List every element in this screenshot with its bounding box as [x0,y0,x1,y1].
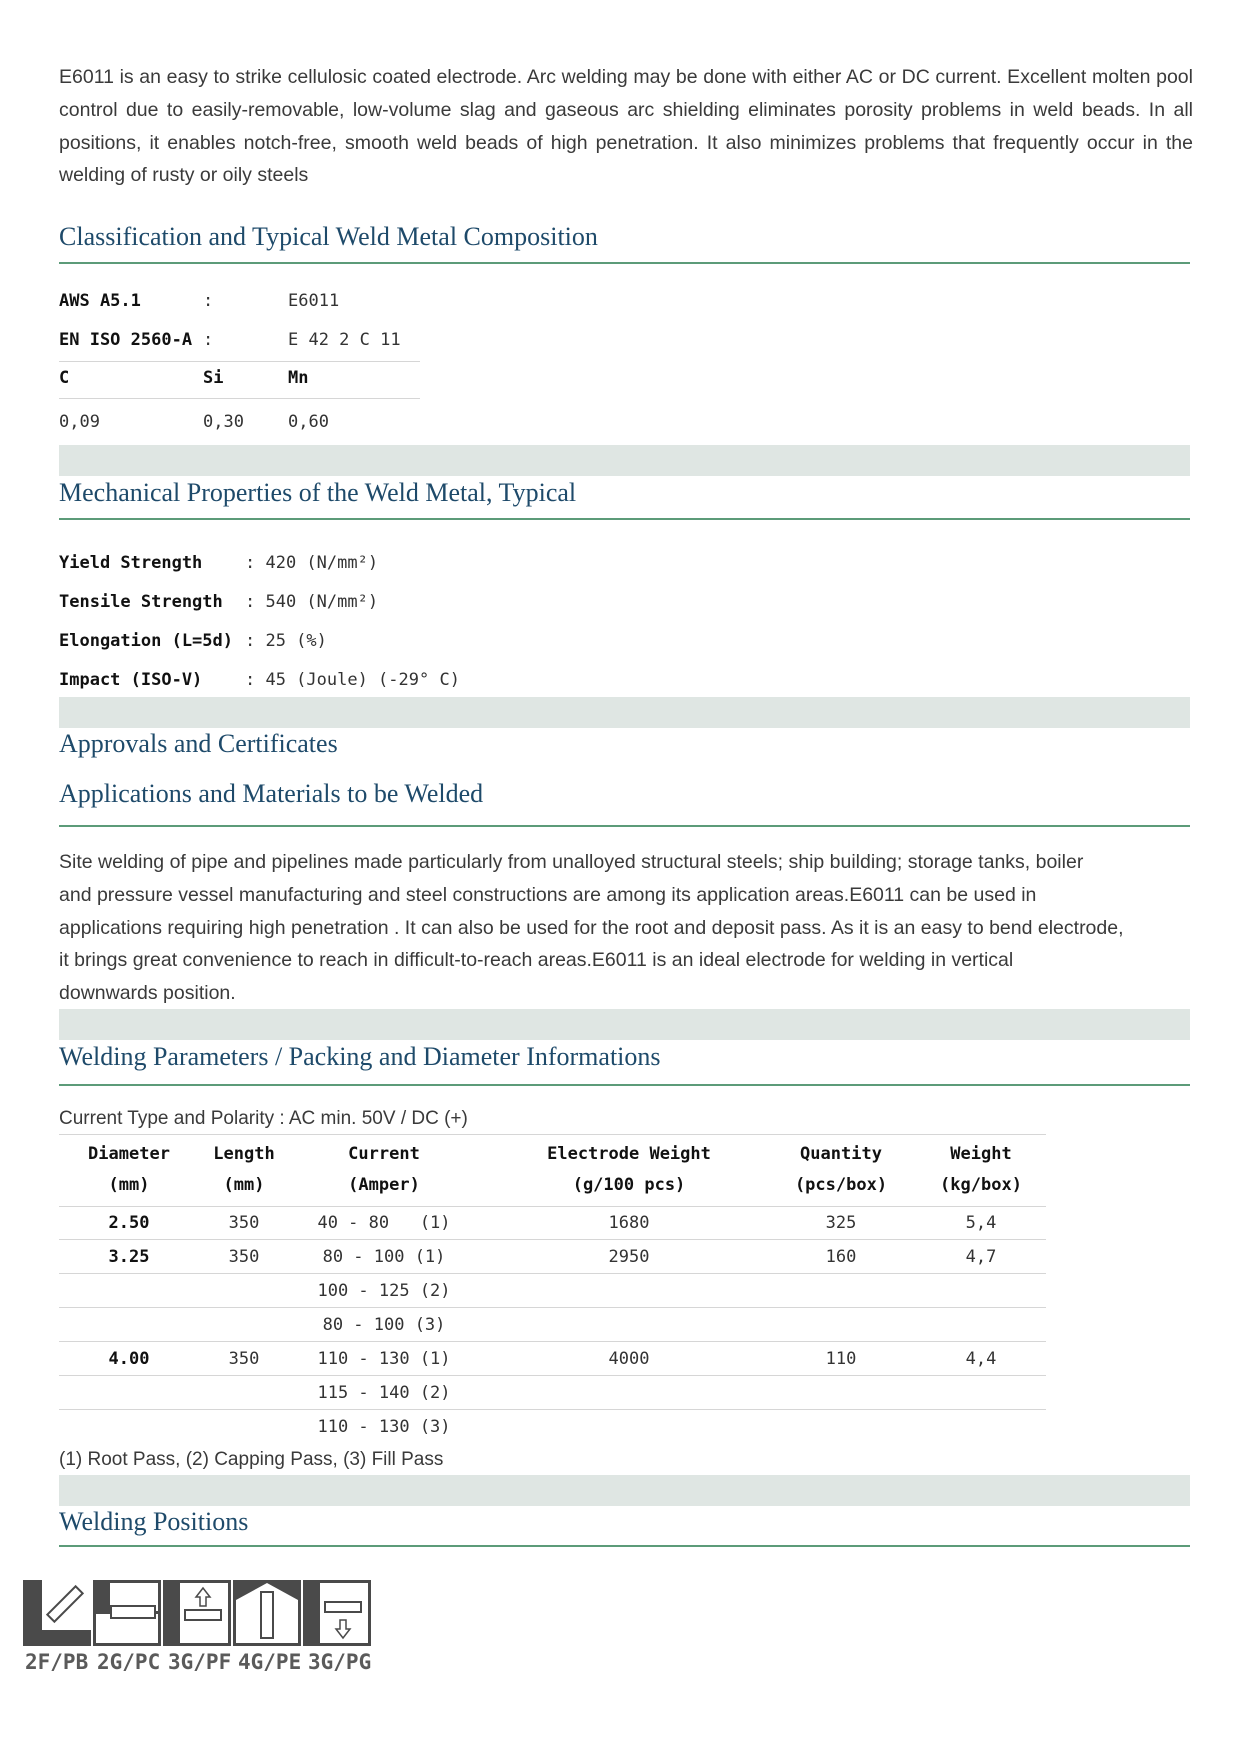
section-divider [59,825,1190,827]
cell-quantity: 160 [825,1247,857,1267]
applications-line: downwards position. [59,982,236,1005]
property-value: : 420 (N/mm²) [245,553,379,573]
vertical-down-weld-icon [303,1580,371,1646]
table-row [59,1376,1046,1410]
col-electrode-weight-header: Electrode Weight [547,1144,711,1164]
cell-length: 350 [228,1247,260,1267]
classification-separator: : [203,330,214,350]
cell-electrode-weight: 1680 [608,1213,650,1233]
parameters-heading: Welding Parameters / Packing and Diameter Informations [59,1042,661,1071]
section-divider [59,518,1190,520]
cell-electrode-weight: 2950 [608,1247,650,1267]
composition-value: 0,60 [288,412,329,432]
section-band [59,697,1190,728]
position-label: 3G/PG [308,1650,372,1674]
cell-length: 350 [228,1213,260,1233]
applications-line: it brings great convenience to reach in difficult-to-reach areas.E6011 is an ideal electrode for welding in vertical [59,949,1014,972]
composition-header: C [59,368,70,388]
table-divider [59,398,420,399]
section-divider [59,1545,1190,1547]
cell-current: 110 - 130 (3) [317,1417,451,1437]
classification-separator: : [203,291,214,311]
table-row [59,1240,1046,1274]
overhead-weld-icon [233,1580,301,1646]
property-label: Yield Strength [59,553,203,573]
property-value: : 45 (Joule) (-29° C) [245,670,460,690]
footnote-text: (1) Root Pass, (2) Capping Pass, (3) Fill Pass [59,1449,444,1470]
composition-header: Si [203,368,224,388]
composition-header: Mn [288,368,309,388]
mechanical-heading: Mechanical Properties of the Weld Metal, Typical [59,478,577,507]
cell-diameter: 4.00 [108,1349,150,1369]
cell-current: 80 - 100 (3) [322,1315,446,1335]
applications-heading: Applications and Materials to be Welded [59,779,484,808]
position-label: 3G/PF [168,1650,232,1674]
col-electrode-weight-unit: (g/100 pcs) [572,1175,686,1195]
section-divider [59,262,1190,264]
property-label: Impact (ISO-V) [59,670,203,690]
approvals-heading: Approvals and Certificates [59,729,338,758]
col-current-header: Current [348,1144,420,1164]
col-current-unit: (Amper) [348,1175,420,1195]
table-divider [59,361,420,362]
table-row [59,1274,1046,1308]
classification-heading: Classification and Typical Weld Metal Composition [59,222,598,251]
section-band [59,445,1190,476]
section-band [59,1009,1190,1040]
classification-label: AWS A5.1 [59,291,141,311]
cell-weight: 5,4 [965,1213,997,1233]
cell-current: 100 - 125 (2) [317,1281,451,1301]
applications-line: applications requiring high penetration . It can also be used for the root and deposit pass. As it is an easy to bend electrode, [59,916,1124,939]
col-length-unit: (mm) [223,1175,265,1195]
col-weight-unit: (kg/box) [940,1175,1022,1195]
section-divider [59,1084,1190,1086]
table-divider [59,1134,1046,1135]
positions-heading: Welding Positions [59,1507,249,1536]
vertical-up-weld-icon [163,1580,231,1646]
classification-label: EN ISO 2560-A [59,330,193,350]
table-row [59,1206,1046,1240]
property-label: Elongation (L=5d) [59,631,233,651]
current-type-text: Current Type and Polarity : AC min. 50V / DC (+) [59,1108,468,1129]
applications-paragraph [59,846,1193,1010]
col-length-header: Length [213,1144,275,1164]
cell-length: 350 [228,1349,260,1369]
cell-current: 40 - 80 (1) [317,1213,451,1233]
col-diameter-header: Diameter [88,1144,170,1164]
cell-weight: 4,7 [965,1247,997,1267]
classification-value: E6011 [288,291,340,311]
property-label: Tensile Strength [59,592,223,612]
cell-weight: 4,4 [965,1349,997,1369]
position-label: 2F/PB [25,1650,89,1674]
section-band [59,1475,1190,1506]
property-value: : 540 (N/mm²) [245,592,379,612]
parameters-table [59,1134,1046,1450]
intro-paragraph: E6011 is an easy to strike cellulosic coated electrode. Arc welding may be done with either AC or DC current. Excellent molten pool control due to easily-removable, low-volume slag and gaseous arc shielding eliminates porosity problems in weld beads. In all positions, it enables notch-free, smooth weld beads of high penetration. It also minimizes problems that frequently occur in the welding of rusty or oily steels [59,66,1193,187]
fillet-weld-icon [23,1580,91,1646]
cell-diameter: 2.50 [108,1213,150,1233]
horizontal-weld-icon [93,1580,161,1646]
table-row [59,1342,1046,1376]
col-diameter-unit: (mm) [108,1175,150,1195]
table-row [59,1410,1046,1444]
cell-current: 110 - 130 (1) [317,1349,451,1369]
position-label: 2G/PC [97,1650,161,1674]
cell-quantity: 110 [825,1349,857,1369]
applications-line: Site welding of pipe and pipelines made particularly from unalloyed structural steels; ship building; storage tanks, boiler [59,851,1084,873]
composition-value: 0,30 [203,412,244,432]
applications-line: and pressure vessel manufacturing and steel constructions are among its application areas.E6011 can be used in [59,883,1037,906]
position-label: 4G/PE [238,1650,302,1674]
cell-current: 80 - 100 (1) [322,1247,446,1267]
classification-value: E 42 2 C 11 [288,330,401,350]
cell-current: 115 - 140 (2) [317,1383,451,1403]
col-weight-header: Weight [950,1144,1012,1164]
table-row [59,1308,1046,1342]
cell-diameter: 3.25 [108,1247,150,1267]
col-quantity-unit: (pcs/box) [794,1175,888,1195]
cell-quantity: 325 [825,1213,857,1233]
property-value: : 25 (%) [245,631,327,651]
composition-value: 0,09 [59,412,100,432]
col-quantity-header: Quantity [800,1144,882,1164]
cell-electrode-weight: 4000 [608,1349,650,1369]
